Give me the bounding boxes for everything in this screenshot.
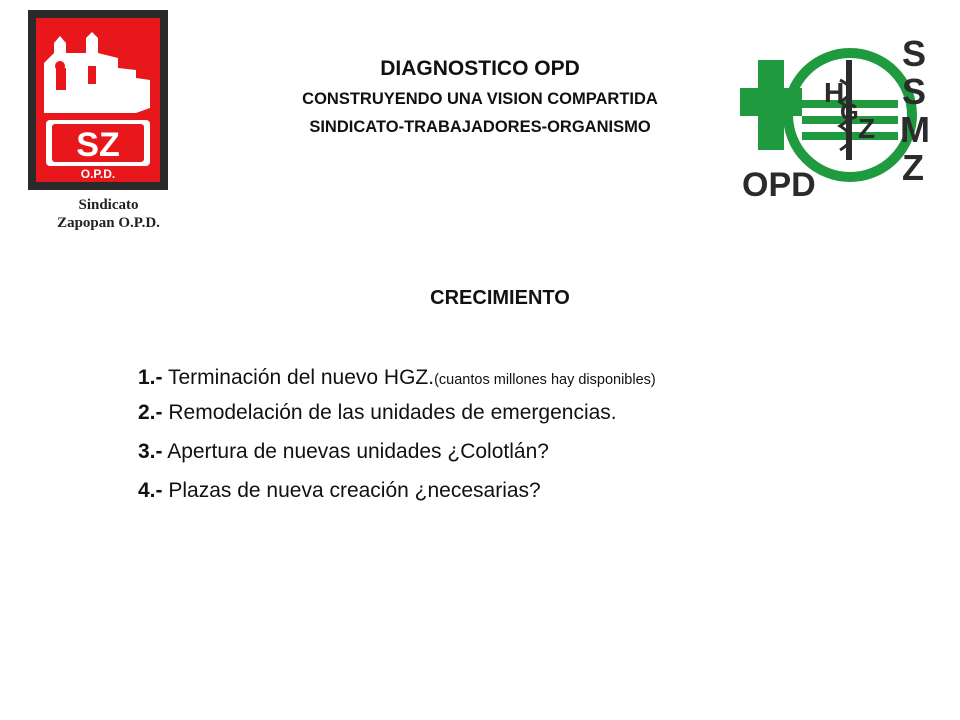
list-item-text: Terminación del nuevo HGZ. bbox=[162, 366, 435, 389]
list-item-text: Apertura de nuevas unidades ¿Colotlán? bbox=[162, 440, 549, 463]
list-item-text: Remodelación de las unidades de emergencias. bbox=[162, 401, 617, 424]
list-item bbox=[138, 440, 549, 464]
list-item-number: 1.- bbox=[138, 366, 163, 389]
ssmz-letter-3: M bbox=[900, 109, 930, 150]
ssmz-letter-2: S bbox=[902, 71, 927, 112]
hgz-letter-g: G bbox=[840, 99, 859, 126]
sz-emblem-text: SZ bbox=[76, 126, 120, 164]
list-item-text: Plazas de nueva creación ¿necesarias? bbox=[162, 479, 541, 502]
page-title: DIAGNOSTICO OPD bbox=[380, 57, 580, 80]
list-item bbox=[138, 366, 656, 390]
sindicato-zapopan-logo bbox=[26, 8, 176, 238]
page-subtitle-1: CONSTRUYENDO UNA VISION COMPARTIDA bbox=[302, 90, 658, 108]
ssmz-letter-1: S bbox=[902, 33, 927, 74]
opd-label: OPD bbox=[742, 166, 816, 204]
list-item-number: 3.- bbox=[138, 440, 163, 463]
list-item-number: 4.- bbox=[138, 479, 163, 502]
hgz-emblem-icon bbox=[740, 30, 940, 205]
hgz-letter-h: H bbox=[824, 77, 845, 108]
hgz-ssmz-logo bbox=[740, 30, 940, 205]
list-item bbox=[138, 401, 617, 425]
page-subtitle-2: SINDICATO-TRABAJADORES-ORGANISMO bbox=[309, 118, 651, 136]
hgz-letter-z: Z bbox=[858, 113, 876, 144]
section-heading: CRECIMIENTO bbox=[430, 287, 570, 309]
sz-emblem-subtext: O.P.D. bbox=[80, 167, 116, 181]
list-item-note: (cuantos millones hay disponibles) bbox=[434, 372, 656, 388]
list-item-number: 2.- bbox=[138, 401, 163, 424]
list-item bbox=[138, 479, 541, 503]
logo-caption-line-2: Zapopan O.P.D. bbox=[57, 215, 160, 231]
sz-emblem-icon bbox=[26, 8, 176, 193]
ssmz-letter-4: Z bbox=[902, 147, 924, 188]
logo-caption-line-1: Sindicato bbox=[78, 197, 139, 213]
